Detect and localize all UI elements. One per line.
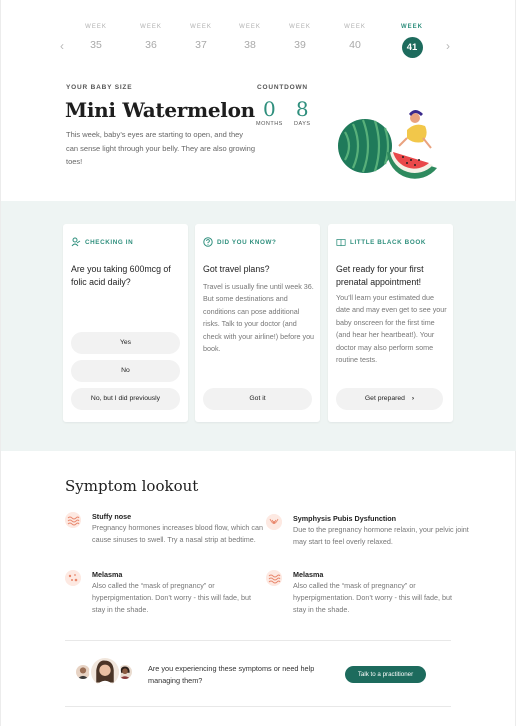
symptom-lookout-title: Symptom lookout (65, 477, 199, 495)
little-black-book-card (328, 224, 453, 422)
did-you-know-title: Got travel plans? (203, 264, 270, 274)
pelvis-icon (266, 514, 282, 530)
page: ‹ WEEK 35 WEEK 36 WEEK 37 WEEK 38 WEEK 39 WEEK 40 WEEK 41 › YOUR BABY SIZE Mini Watermelon This week, baby’s eyes are starting to open, and they can sense light through your belly. They are also growing toes! COUNTDOWN 0 MONTHS 8 DAYS CHECKING IN Are you taking 600mcg of folic acid daily? Yes No No, but I did previously DID YOU KNOW? Got travel plans? Travel is usually fine until week 36. But some destinations and conditions can pose additional risks. Talk to your doctor (and check with your airline!) before you book. Got it LITTLE BLACK BOOK Get ready for your first prenatal appointment! You’ll learn your estimated due date and may even get to see your baby onscreen for the first time (and hear her heartbeat!). Your doctor may also perform some routine tests. Get prepared › Symptom lookout Stuffy nose Pregnancy hormones increases blood flow, which can cause sinuses to swell. Try a nasal strip at bedtime. Symphysis Pubis Dysfunction Due to the pregnancy hormone relaxin, your pelvic joint may start to feel overly relaxed. Melasma Also called the “mask of pregnancy” or hyperpigmentation. Don’t worry - this will fade, but stay in the shade. Melasma Also called the “mask of pregnancy” or hyperpigmentation. Don’t worry - this will fade, but stay in the shade. Are you experiencing these symptoms or need help managing them? Talk to a practitioner (0, 0, 516, 726)
little-black-book-body: You’ll learn your estimated due date and may even get to see your baby onscreen for the first time (and hear her heartbeat!). Your doctor may also perform some routine tests. (336, 293, 447, 365)
answer-yes-button[interactable]: Yes (71, 332, 180, 354)
baby-size-description: This week, baby’s eyes are starting to open, and they can sense light through your belly. They are also growing toes! (66, 130, 255, 166)
answer-no-button[interactable]: No (71, 360, 180, 382)
question-circle-icon (203, 237, 213, 247)
checking-in-question: Are you taking 600mcg of folic acid daily? (71, 264, 171, 287)
week-36[interactable]: WEEK 36 (140, 24, 162, 51)
divider (65, 706, 451, 707)
little-black-book-header: LITTLE BLACK BOOK (336, 237, 426, 247)
baby-size-label: YOUR BABY SIZE (66, 84, 133, 91)
little-black-book-title: Get ready for your first prenatal appointment! (336, 264, 424, 287)
week-40[interactable]: WEEK 40 (344, 24, 366, 51)
week-39[interactable]: WEEK 39 (289, 24, 311, 51)
book-icon (336, 237, 346, 247)
week-selector (1, 24, 516, 60)
baby-size-title: Mini Watermelon (65, 98, 255, 122)
wavy-lines-icon (266, 570, 282, 586)
did-you-know-header: DID YOU KNOW? (203, 237, 276, 247)
answer-previously-button[interactable]: No, but I did previously (71, 388, 180, 410)
countdown-months: 0 MONTHS (256, 97, 283, 127)
chevron-left-icon[interactable]: ‹ (60, 39, 64, 53)
checkin-person-icon (71, 237, 81, 247)
wavy-lines-icon (65, 512, 81, 528)
week-35[interactable]: WEEK 35 (85, 24, 107, 51)
practitioner-avatars (74, 656, 134, 688)
did-you-know-card (195, 224, 320, 422)
dots-face-icon (65, 570, 81, 586)
countdown-label: COUNTDOWN (257, 84, 308, 91)
week-37[interactable]: WEEK 37 (190, 24, 212, 51)
week-41-active[interactable]: WEEK 41 (392, 24, 432, 58)
divider (65, 640, 451, 641)
did-you-know-body: Travel is usually fine until week 36. But some destinations and conditions can pose additional risks. Talk to your doctor (and check with your airline!) before you book. (203, 282, 315, 354)
checking-in-header: CHECKING IN (71, 237, 133, 247)
practitioner-question: Are you experiencing these symptoms or need help managing them? (148, 664, 315, 685)
chevron-right-icon: › (411, 395, 415, 402)
watermelon-illustration (333, 102, 443, 182)
avatar (89, 656, 121, 688)
get-prepared-button[interactable]: Get prepared › (336, 388, 443, 410)
countdown-days: 8 DAYS (294, 97, 311, 127)
chevron-right-icon[interactable]: › (446, 39, 450, 53)
checking-in-card (63, 224, 188, 422)
got-it-button[interactable]: Got it (203, 388, 312, 410)
talk-to-practitioner-button[interactable]: Talk to a practitioner (345, 666, 426, 683)
week-38[interactable]: WEEK 38 (239, 24, 261, 51)
